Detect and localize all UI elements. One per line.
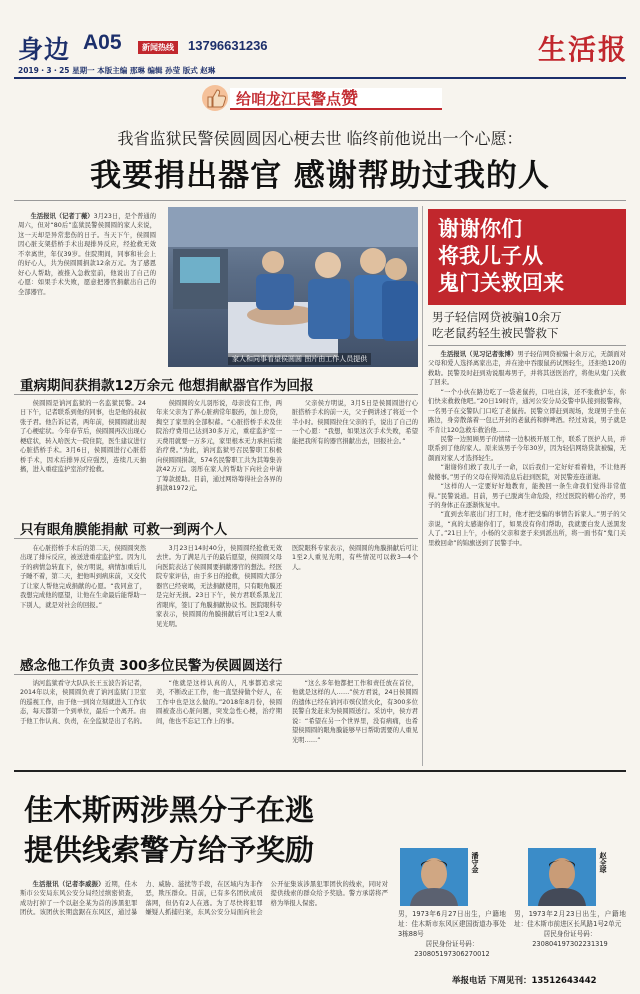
intro-body: 3月23日，是个普通的周六，但对“80后”监狱民警侯圆圆的家人来说，这一天却是异常悲伤的日子。当天下午，侯圆圆因心脏支架搭桥手术出现排异反应，经抢救无效不幸离世，年仅39岁。住院期间，同事和社会上的好心人，共为侯圆圆捐款12余万元。为了感恩好心人帮助，被推入急救室前，他说出了自己的心愿：如果手术失败，愿意把器官捐献出自己的全部器官。: [18, 213, 156, 296]
side-subhead: [432, 309, 626, 341]
suspect-photo: [528, 848, 596, 906]
section1-col3: [292, 399, 418, 511]
divider: [14, 674, 418, 675]
hospital-photo: [168, 207, 418, 367]
side-subhead-line: 吃老鼠药轻生被民警救下: [432, 326, 559, 340]
section3-col2: [156, 679, 282, 763]
intro-byline: 生活报讯（记者丁薇）: [30, 213, 94, 220]
footer-phone: 13512643442: [531, 976, 597, 986]
banner-highlight: 赞: [341, 89, 359, 109]
divider: [14, 538, 418, 539]
side-paragraph: 民警一边照顾男子的情绪一边积极开展工作，联系了医护人员，并联系到了他的家人。原来该男子今年30岁，因为轻信网络贷款被骗，无颜面对家人才选择轻生。: [428, 435, 626, 462]
side-paragraph: “一个小伙在路边吃了一袋老鼠药，口吐白沫，还不张救护车，你们快来救救他吧。”20日19时许，通河公安分局交警中队接到报警称，一名男子在交警队门口吃了老鼠药。民警立即赶到现场，发现男子坐在路边，身旁散落着一包已开封的老鼠药和鲜啤酒。经过劝说，男子就是不肯让120急救车救治他……: [428, 388, 626, 434]
page-number: A05: [83, 31, 122, 54]
intro-text: [18, 212, 156, 324]
section2-col1: [20, 544, 146, 644]
date-line: 2019・3・25 星期一 本版主编 那琳 编辑 孙莹 版式 赵琳: [18, 66, 216, 75]
section3-paragraph: “这么多年他都把工作和责任放在首位，他就是这样的人……”侯方君说，24日侯圆圆的遗体已经在讷河市殡仪馆火化，有300多位民警自发赶来为侯圆圆送行。采访中，侯方君说：“希望在另一个世界里，没有病痛，也希望侯圆圆的眼角膜能够早日帮助需要的人重见光明……”: [292, 680, 418, 744]
section2-paragraph: 3月23日14时40分，侯圆圆经抢救无效去世。为了满足儿子的最后愿望，侯圆圆父母向医院表达了侯圆圆要捐献器官的想法。经医院专家评估，由于多日的抢救，侯圆圆大部分器官已经衰竭，无法捐献使用，只有眼角膜还是完好无损。23日下午，侯方君联系黑龙江省眼库，签订了角膜捐献协议书。医院眼科专家表示，侯圆圆的角膜捐献后可让1至2人重见光明。: [156, 545, 282, 628]
side-subhead-line: 男子轻信网贷被骗10余万: [432, 310, 562, 324]
side-headline-line: 谢谢你们: [438, 217, 522, 241]
banner-text: 给咱龙江民警点: [236, 90, 342, 108]
section2-paragraph: 在心脏搭桥手术后的第二天，侯圆圆突然出现了排斥反应，被送进重症监护室。因为儿子的病情急转直下，侯方明说，病情加重后儿子睡不着，第二天，把他叫到病床前，又交代了让家人帮他完成捐献的心愿。“我同意了，我想完成他的愿望，让他在生命最后能帮助一下别人，就是对社会的回报。”: [20, 545, 146, 609]
section1-paragraph: 侯圆圆是讷河监狱的一名监狱民警。24日下午，记者联系到他的同事，也是他的叔叔张子君。他告诉记者，两年前，侯圆圆就出现了心梗症状。今年春节后，侯圆圆再次出现心梗症状，转入哈医大一院住院，医生建议进行心脏搭桥手术。3月6日，侯圆圆进行心脏搭桥手术，因术后排异反应强烈，连续几天抽搐，进入重症监护室治疗抢救。: [20, 400, 146, 474]
section3-col1: [20, 679, 146, 763]
side-headline-line: 鬼门关救回来: [438, 271, 564, 295]
section3-col3: [292, 679, 418, 763]
divider: [14, 394, 418, 395]
suspect-details: 男，1973年2月23日出生，户籍地址：佳木斯市前进区长风路1号2单元: [514, 910, 626, 928]
suspect-photo: [400, 848, 468, 906]
praise-banner: [230, 88, 442, 110]
section3-title: 感念他工作负责 300多位民警为侯圆圆送行: [20, 658, 283, 674]
section3-paragraph: 讷河监狱看守大队队长王玉波告诉记者，2014年以来，侯圆圆负责了讷河监狱门卫室的巡视工作，由于他一到岗立刻就进入工作状态，每天都第一个到单位，最后一个离开。由于他工作认真、负责，在全监狱是出了名的。: [20, 680, 146, 725]
divider: [14, 200, 626, 201]
suspect-name: 潘守金: [471, 852, 479, 873]
side-headline-box: [428, 209, 626, 305]
photo-caption: 家人和同事看望侯圆圆 图片由工作人员提供: [228, 353, 371, 365]
suspect-info: [514, 910, 626, 970]
side-paragraph: “这样的人一定要好好地教育，能挽回一条生命我们觉得非常值得。”民警说道。目前，男子已脱离生命危险，经过医院的精心治疗，男子的身体正在逐渐恢复中。: [428, 483, 626, 509]
footer-tip-line: [452, 974, 597, 986]
side-paragraph: “谢谢你们救了我儿子一命，以后我们一定好好看着他，不让他再做傻事。”男子的父母在得知消息后赶到医院，对民警连连道谢。: [428, 464, 626, 481]
wanted-rule: [14, 770, 626, 772]
paper-logo: 生活报: [538, 33, 629, 66]
divider: [428, 345, 626, 346]
wanted-headline-2: 提供线索警方给予奖励: [24, 833, 315, 867]
thumbs-up-icon: [200, 84, 230, 112]
section2-col3: 医院眼科专家表示，侯圆圆的角膜捐献后可让1至2人重见光明，有些情况可以救3—4个人。: [292, 545, 418, 571]
lead-kicker: 我省监狱民警侯圆圆因心梗去世 临终前他说出一个心愿：: [117, 129, 523, 148]
side-paragraph: “直到去年底出门打工时，他才把受骗的事情告诉家人。”男子的父亲说，“真的太感谢你们了，如果没有你们帮助，我就要白发人送黑发人了。”21日上午，小杨的父亲和妻子来到派出所，将一面书有“鬼门关里救回命”的锦旗送到了民警手中。: [428, 511, 626, 547]
lead-headline: 我要捐出器官 感谢帮助过我的人: [90, 158, 550, 194]
section2-col2: [156, 544, 282, 644]
section-name: 身边: [18, 35, 71, 64]
section1-paragraph: 侯圆圆的女儿羽彤说，母亲没有工作，两年来父亲为了养心脏病常年服药，加上房贷，掏空了家里的全部积蓄。“心脏搭桥手术及住院治疗费用已达到30多万元，重症监护室一天费用就要一万多元，家里根本无力承担后续治疗费。”为此，讷河监狱号召民警职工积极向侯圆圆捐款，574名民警职工共为其筹集善款42万元。羽彤在家人的帮助下向社会申请了筹款援助。目前，通过网络筹得社会各界的捐款81972元。: [156, 400, 282, 492]
side-paragraph: 男子轻信网贷被骗十余万元，无颜面对父母和爱人选择离家出走，并在途中吞服鼠药试图轻生，还拒绝120的救助。民警及时赶到劝说服毒男子，并将其送医治疗，将他从鬼门关救了回来。: [428, 351, 626, 387]
hotline-label: 新闻热线: [138, 41, 178, 54]
suspect-name: 赵全球: [599, 852, 607, 873]
footer-label: 举报电话 下周见刊：: [452, 976, 532, 986]
suspect-id: 230804197302231319: [532, 939, 608, 948]
suspect-details: 男，1973年6月27日出生，户籍地址：佳木斯市东风区建国街道办事处3栋88号: [398, 910, 506, 938]
section2-title: 只有眼角膜能捐献 可救一到两个人: [20, 522, 228, 538]
side-headline-line: 将我儿子从: [438, 244, 543, 268]
suspect-id-label: 居民身份证号码：: [543, 929, 597, 938]
hotline-number: 13796631236: [188, 38, 268, 53]
wanted-byline: 生活报讯（记者李威振）: [32, 881, 105, 888]
section1-col2: [156, 399, 282, 511]
side-byline: 生活报讯（见习记者张博）: [440, 351, 518, 358]
suspect-id: 230805197306270012: [414, 949, 490, 958]
suspect-info: [398, 910, 506, 970]
section1-paragraph: 父亲侯方明说，3月5日是侯圆圆进行心脏搭桥手术的前一天，父子俩讲述了将近一个半小时。侯圆圆拉住父亲的手，说出了自己的一个心愿：“我想，如果这次手术失败，希望能把我所有的器官捐献出去，回报社会。”: [292, 400, 418, 445]
masthead-rule: [14, 77, 626, 79]
wanted-headline-1: 佳木斯两涉黑分子在逃: [24, 793, 315, 827]
section3-paragraph: “他就是这样认真的人，凡事都追求完美，不断改正工作，他一直坚持做个好人，在工作中也是这么做的。”2018年8月份，侯圆圆被查出心脏问题，突发急性心梗，治疗期间，他也不忘记工作上的事。: [156, 680, 282, 725]
wanted-body: 近期，佳木斯市公安局东风公安分局经过缜密侦查，成功打掉了一个以赵全某为首的涉黑犯罪团伙。该团伙长期盘踞在东风区，通过暴力、威胁、滋扰等手段，在区域内为非作恶，欺压群众。目前，已有多名团伙成员落网，但仍有2人在逃。为了尽快将犯罪嫌疑人抓捕归案，东风公安分局面向社会公开征集该涉黑犯罪团伙的线索，同时对提供线索的群众给予奖励。警方承诺将严格为举报人保密。: [20, 881, 388, 917]
column-divider: [422, 206, 423, 766]
section1-col1: [20, 399, 146, 511]
section1-title: 重病期间获捐款12万余元 他想捐献器官作为回报: [20, 378, 314, 394]
wanted-text: [20, 880, 388, 978]
suspect-id-label: 居民身份证号码：: [425, 939, 479, 948]
side-story-body: [428, 350, 626, 763]
